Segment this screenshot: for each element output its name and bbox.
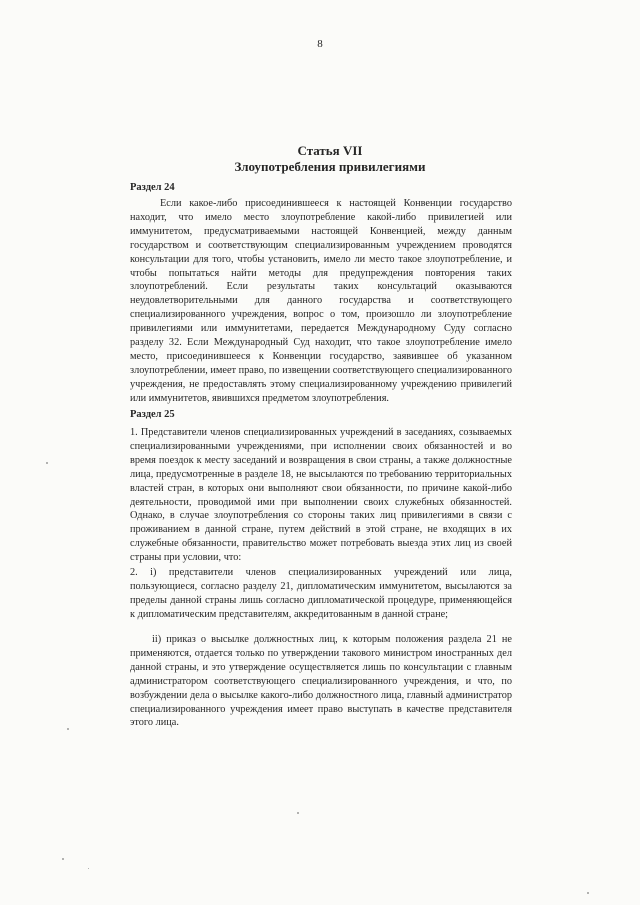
section-25-item-ii: ii) приказ о высылке должностных лиц, к которым положения раздела 21 не применяются, отдается только по утверждении такового министром иностранных дел данной страны, и это утверждение осуществляется лишь по консультации с главным администратором соответствующего специализированного учреждения, и что, по возбуждении дела о высылке какого-либо должностного лица, главный администратор специализированного учреждения имеет право выступать в качестве представителя этого лица. [130, 634, 512, 729]
scan-speck [62, 858, 64, 860]
scan-speck [297, 812, 299, 814]
article-title: Статья VII [297, 143, 363, 158]
scan-speck [46, 462, 48, 464]
scan-speck [587, 892, 589, 894]
section-25-paragraph-1: 1. Представители членов специализированных учреждений в заседаниях, созываемых специализированными учреждениями, при исполнении своих обязанностей и во время поездок к месту заседаний и возвращения в свои страны, а также должностные лица, предусмотренные в разделе 18, не высылаются по требованию территориальных властей стран, в которых они выполняют свои обязанности, по причине какой-либо деятельности, проводимой ими при выполнении своих служебных обязанностей. Однако, в случае злоупотребления со стороны таких лиц привилегиями в связи с проживанием в данной стране, путем действий в этой стране, не входящих в их служебные обязанности, правительство может потребовать выезда этих лиц из своей страны при условии, что: [130, 427, 512, 564]
section-24-heading: Раздел 24 [130, 182, 175, 193]
scan-speck [67, 728, 69, 730]
article-subtitle: Злоупотребления привилегиями [234, 159, 426, 174]
article-heading [120, 143, 540, 175]
scan-speck [88, 868, 89, 869]
section-25-heading: Раздел 25 [130, 409, 175, 420]
section-25-item-i: 2. i) представители членов специализированных учреждений или лица, пользующиеся, согласно разделу 21, дипломатическим иммунитетом, высылаются за пределы данной страны лишь согласно дипломатической процедуре, применяющейся к дипломатическим представителям, аккредитованным в данной стране; [130, 567, 512, 620]
page-number: 8 [317, 38, 323, 50]
section-24-paragraph: Если какое-либо присоединившееся к настоящей Конвенции государство находит, что имело место злоупотребление какой-либо привилегией или иммунитетом, предусматриваемыми настоящей Конвенцией, между данным государством и соответствующим специализированным учреждением проводятся консультации для того, чтобы установить, имело ли место такое злоупотребление, и чтобы попытаться найти методы для предупреждения повторения таких злоупотреблений. Если результаты таких консультаций оказываются неудовлетворительными для данного государства и соответствующего специализированного учреждения, вопрос о том, произошло ли злоупотребление привилегиями или иммунитетами, передается Международному Суду согласно разделу 32. Если Международный Суд находит, что такое злоупотребление имело место, присоединившееся к Конвенции государство, заявившее об указанном злоупотреблении, имеет право, по извещении соответствующего специализированного учреждения, не предоставлять этому специализированному учреждению привилегий или иммунитетов, явившихся предметом злоупотребления. [130, 198, 512, 404]
